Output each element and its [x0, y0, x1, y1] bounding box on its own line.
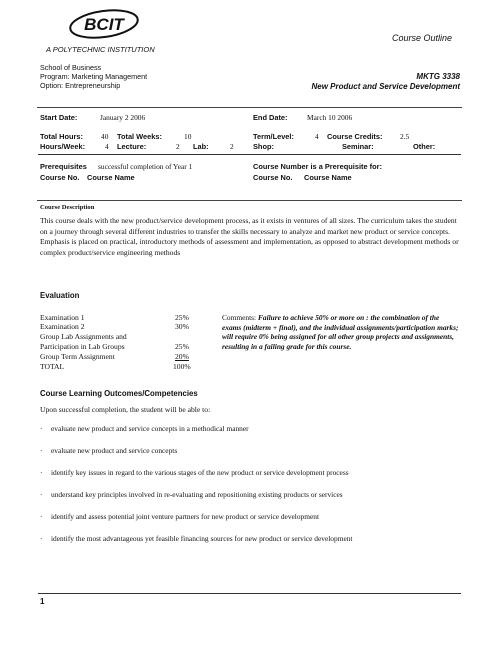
- eval-item-label: Participation in Lab Groups: [40, 342, 125, 351]
- total-weeks-label: Total Weeks:: [117, 132, 162, 141]
- evaluation-heading: Evaluation: [40, 291, 80, 300]
- start-date-label: Start Date:: [40, 113, 78, 122]
- term-level-label: Term/Level:: [253, 132, 294, 141]
- lab-value: 2: [230, 142, 234, 151]
- comments-label: Comments:: [222, 313, 257, 322]
- list-item: · understand key principles involved in re-evaluating and repositioning existing products or services: [40, 490, 343, 499]
- prerequisites-label: Prerequisites: [40, 162, 87, 171]
- bcit-logo: [68, 8, 140, 40]
- eval-item-value: 20%: [175, 352, 189, 361]
- eval-item-value: 25%: [175, 342, 189, 351]
- start-date-value: January 2 2006: [100, 113, 146, 122]
- lab-label: Lab:: [193, 142, 209, 151]
- eval-item-label: Examination 2: [40, 322, 85, 331]
- bullet-icon: ·: [40, 490, 43, 499]
- course-title: New Product and Service Development: [311, 82, 460, 91]
- total-weeks-value: 10: [184, 132, 192, 141]
- list-item: · identify key issues in regard to the various stages of the new product or service development process: [40, 468, 349, 477]
- outcomes-intro: Upon successful completion, the student will be able to:: [40, 405, 211, 414]
- eval-item-label: Group Term Assignment: [40, 352, 115, 361]
- term-level-value: 4: [315, 132, 319, 141]
- hours-week-value: 4: [105, 142, 109, 151]
- logo-text: BCIT: [84, 15, 124, 34]
- evaluation-comments: [222, 313, 460, 351]
- prerequisites-value: successful completion of Year 1: [98, 162, 193, 171]
- total-hours-value: 40: [101, 132, 109, 141]
- bullet-icon: ·: [40, 512, 43, 521]
- shop-label: Shop:: [253, 142, 274, 151]
- comments-text: Failure to achieve 50% or more on : the combination of the exams (midterm + final), and the individual assignments/participation marks; will require 0% being assigned for all other group projects and assignments, resulting in a failing grade for this course.: [222, 313, 459, 351]
- bullet-icon: ·: [40, 446, 43, 455]
- divider: [38, 154, 461, 155]
- description-heading: Course Description: [40, 204, 95, 211]
- lecture-label: Lecture:: [117, 142, 147, 151]
- list-item: · identify and assess potential joint venture partners for new product or service development: [40, 512, 320, 521]
- list-item: · evaluate new product and service concepts: [40, 446, 178, 455]
- option-name: Option: Entrepreneurship: [40, 81, 121, 90]
- eval-item-value: 25%: [175, 313, 189, 322]
- seminar-label: Seminar:: [342, 142, 374, 151]
- eval-item-label: Group Lab Assignments and: [40, 332, 127, 341]
- course-credits-label: Course Credits:: [327, 132, 383, 141]
- total-hours-label: Total Hours:: [40, 132, 83, 141]
- eval-total-value: 100%: [173, 362, 191, 371]
- school-name: School of Business: [40, 63, 102, 72]
- list-item: · identify the most advantageous yet feasible financing sources for new product or service development: [40, 534, 353, 543]
- end-date-value: March 10 2006: [307, 113, 353, 122]
- lecture-value: 2: [176, 142, 180, 151]
- course-name-label: Course Name: [87, 173, 135, 182]
- end-date-label: End Date:: [253, 113, 288, 122]
- bullet-icon: ·: [40, 534, 43, 543]
- footer-divider: [38, 593, 461, 594]
- description-text: This course deals with the new product/service development process, as it exists in ventures of all sizes. The curriculum takes the student on a journey through several different industries to transfer the skills necessary to analyze and market new product or service concepts. Emphasis is placed on practical, introductory methods of assessment and implementation, as opposed to abstract development methods or complex product/service engineering methods: [40, 216, 459, 257]
- program-name: Program: Marketing Management: [40, 72, 148, 81]
- eval-item-value: 30%: [175, 322, 189, 331]
- list-item: · evaluate new product and service concepts in a methodical manner: [40, 424, 249, 433]
- prereq-for-label: Course Number is a Prerequisite for:: [253, 162, 382, 171]
- course-code: MKTG 3338: [416, 72, 460, 81]
- hours-week-label: Hours/Week:: [40, 142, 86, 151]
- doc-type: Course Outline: [392, 33, 453, 43]
- eval-item-label: Examination 1: [40, 313, 85, 322]
- page-number: 1: [40, 597, 45, 606]
- bullet-icon: ·: [40, 468, 43, 477]
- course-no-label-2: Course No.: [253, 173, 293, 182]
- outcomes-heading: Course Learning Outcomes/Competencies: [40, 389, 198, 398]
- course-no-label: Course No.: [40, 173, 80, 182]
- tagline: A POLYTECHNIC INSTITUTION: [46, 45, 155, 54]
- course-name-label-2: Course Name: [304, 173, 352, 182]
- other-label: Other:: [413, 142, 436, 151]
- eval-total-label: TOTAL: [40, 362, 65, 371]
- course-credits-value: 2.5: [400, 132, 410, 141]
- bullet-icon: ·: [40, 424, 43, 433]
